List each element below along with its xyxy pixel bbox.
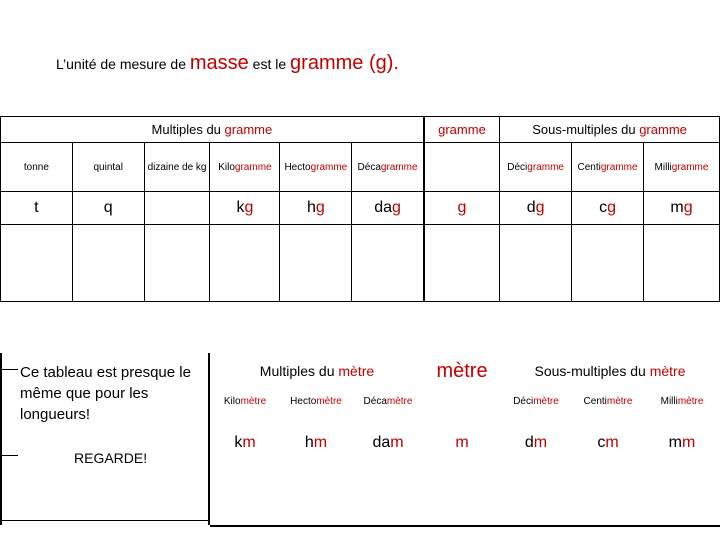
title-text-2: est le [248,56,291,72]
empty-cell [644,225,720,302]
empty-cell [500,225,572,302]
unit-symbol: cm [597,434,619,451]
title-gramme: gramme (g). [290,52,399,74]
unit-symbol: dam [372,434,404,451]
length-base-header: mètre [436,359,488,382]
mass-base-header: gramme [424,117,500,143]
empty-cell [72,225,144,302]
unit-symbol: mm [668,434,696,451]
unit-symbol: g [424,192,500,225]
empty-cell [144,225,210,302]
unit-label: Décimètre [513,395,559,407]
length-table [210,352,720,474]
unit-symbol [144,192,210,225]
unit-label [424,143,500,192]
title-text-1: L’unité de mesure de [56,56,190,72]
empty-cell [210,225,280,302]
unit-label: quintal [72,143,144,192]
empty-cell [1,225,73,302]
unit-label: Kilomètre [223,395,267,407]
page-title [56,52,399,75]
unit-symbol: hg [280,192,352,225]
look-text: REGARDE! [74,450,148,466]
empty-cell [424,225,500,302]
unit-label: Décigramme [500,143,572,192]
empty-cell [572,225,644,302]
empty-cell [352,225,424,302]
unit-label: Décagramme [352,143,424,192]
unit-symbol: t [1,192,73,225]
unit-label: Hectogramme [280,143,352,192]
unit-label: Centigramme [572,143,644,192]
unit-label: Millimètre [660,395,704,407]
title-masse: masse [189,52,249,74]
unit-symbol: m [455,434,469,451]
unit-label: dizaine de kg [144,143,210,192]
unit-symbol: km [234,434,256,451]
empty-cell [280,225,352,302]
unit-symbol: cg [572,192,644,225]
unit-label: Kilogramme [210,143,280,192]
unit-label: tonne [1,143,73,192]
unit-symbol: dag [352,192,424,225]
unit-symbol: dm [524,434,548,451]
mass-multiples-header: Multiples du gramme [1,117,424,143]
unit-symbol: q [72,192,144,225]
unit-symbol: kg [210,192,280,225]
unit-label: Décamètre [363,395,413,407]
mass-table [0,116,720,302]
unit-symbol: mg [644,192,720,225]
length-sub-header: Sous-multiples du mètre [534,363,686,379]
length-multiples-header: Multiples du mètre [259,363,375,379]
unit-symbol: dg [500,192,572,225]
unit-label: Milligramme [644,143,720,192]
note-text: Ce tableau est presque le même que pour les longueurs! [20,364,191,423]
unit-symbol: hm [304,434,328,451]
unit-label [424,390,500,412]
unit-label: Hectomètre [290,395,342,407]
mass-sub-header: Sous-multiples du gramme [500,117,720,143]
unit-label: Centimètre [583,395,633,407]
